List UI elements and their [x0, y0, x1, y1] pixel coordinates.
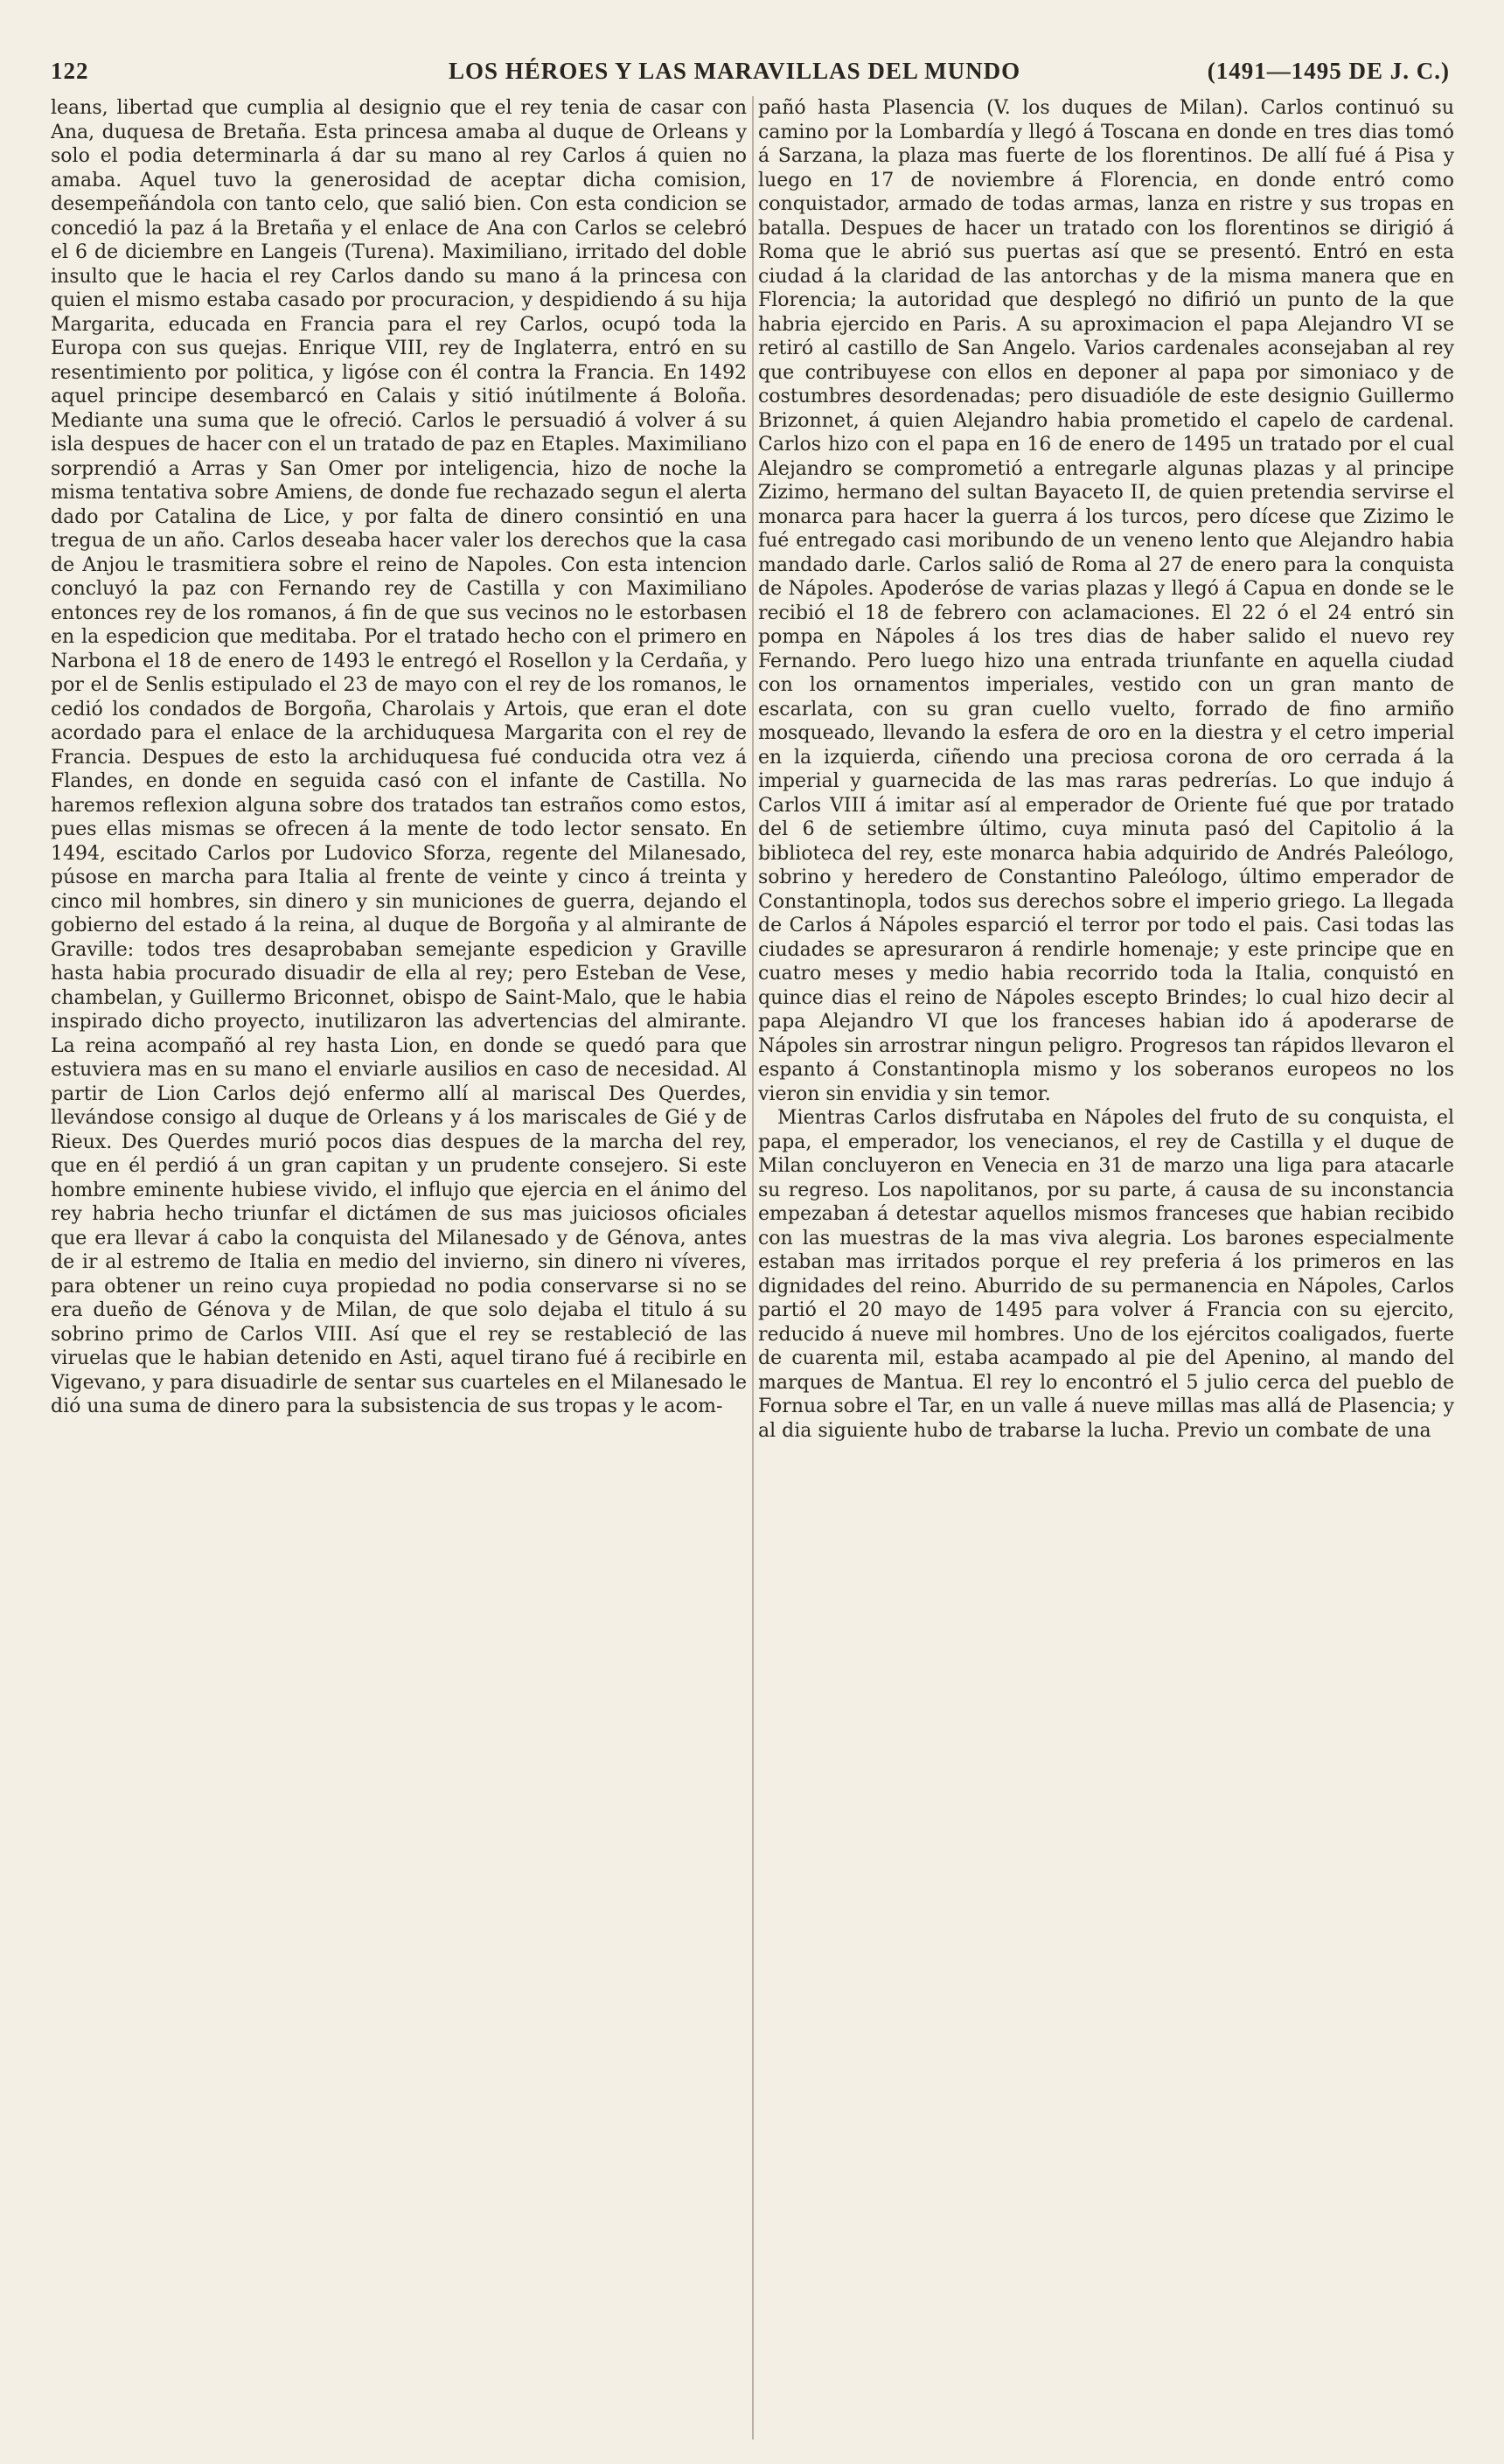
- column-divider: [752, 96, 754, 2440]
- running-title: LOS HÉROES Y LAS MARAVILLAS DEL MUNDO: [449, 58, 1021, 84]
- left-column-text: leans, libertad que cumplia al designio que el rey tenia de casar con Ana, duquesa de Bretaña. Esta princesa amaba al duque de Orleans y solo el podia determinarla á dar su mano al rey Carlos á quien no amaba. Aquel tuvo la generosidad de aceptar dicha comision, desempeñándola con tanto celo, que salió bien. Con esta condicion se concedió la paz á la Bretaña y el enlace de Ana con Carlos se celebró el 6 de diciembre en Langeis (Turena). Maximiliano, irritado del doble insulto que le hacia el rey Carlos dando su mano á la princesa con quien el mismo estaba casado por procuracion, y despidiendo á su hija Margarita, educada en Francia para el rey Carlos, ocupó toda la Europa con sus quejas. Enrique VIII, rey de Inglaterra, entró en su resentimiento por politica, y ligóse con él contra la Francia. En 1492 aquel principe desembarcó en Calais y sitió inútilmente á Boloña. Mediante una suma que le ofreció. Carlos le persuadió á volver á su isla despues de hacer con el un tratado de paz en Etaples. Maximiliano sorprendió a Arras y San Omer por inteligencia, hizo de noche la misma tentativa sobre Amiens, de donde fue rechazado segun el alerta dado por Catalina de Lice, y por falta de dinero consintió en una tregua de un año. Carlos deseaba hacer valer los derechos que la casa de Anjou le trasmitiera sobre el reino de Napoles. Con esta intencion concluyó la paz con Fernando rey de Castilla y con Maximiliano entonces rey de los romanos, á fin de que sus vecinos no le estorbasen en la espedicion que meditaba. Por el tratado hecho con el primero en Narbona el 18 de enero de 1493 le entregó el Rosellon y la Cerdaña, y por el de Senlis estipulado el 23 de mayo con el rey de los romanos, le cedió los condados de Borgoña, Charolais y Artois, que eran el dote acordado para el enlace de la archiduquesa Margarita con el rey de Francia. Despues de esto la archiduquesa fué conducida otra vez á Flandes, en donde en seguida casó con el infante de Castilla. No haremos reflexion alguna sobre dos tratados tan estraños como estos, pues ellas mismas se ofrecen á la mente de todo lector sensato. En 1494, escitado Carlos por Ludovico Sforza, regente del Milanesado, púsose en marcha para Italia al frente de veinte y cinco á treinta y cinco mil hombres, sin dinero y sin municiones de guerra, dejando el gobierno del estado á la reina, al duque de Borgoña y al almirante de Graville: todos tres desaprobaban semejante espedicion y Graville hasta habia procurado disuadir de ella al rey; pero Esteban de Vese, chambelan, y Guillermo Briconnet, obispo de Saint-Malo, que le habia inspirado dicho proyecto, inutilizaron las advertencias del almirante. La reina acompañó al rey hasta Lion, en donde se quedó para que estuviera mas en su mano el enviarle ausilios en caso de necesidad. Al partir de Lion Carlos dejó enfermo allí al mariscal Des Querdes, llevándose consigo al duque de Orleans y á los mariscales de Gié y de Rieux. Des Querdes murió pocos dias despues de la marcha del rey, que en él perdió á un gran capitan y un prudente consejero. Si este hombre eminente hubiese vivido, el influjo que ejercia en el ánimo del rey habria hecho triunfar el dictámen de sus mas juiciosos oficiales que era llevar á cabo la conquista del Milanesado y de Génova, antes de ir al estremo de Italia en medio del invierno, sin dinero ni víveres, para obtener un reino cuya propiedad no podia conservarse si no se era dueño de Génova y de Milan, de que solo dejaba el titulo á su sobrino primo de Carlos VIII. Así que el rey se restableció de las viruelas que le habian detenido en Asti, aquel tirano fué á recibirle en Vigevano, y para disuadirle de sentar sus cuarteles en el Milanesado le dió una suma de dinero para la subsistencia de sus tropas y le acom-: [51, 97, 747, 1417]
- date-range: (1491—1495 DE J. C.): [1207, 58, 1450, 84]
- right-column-paragraph-2: Mientras Carlos disfrutaba en Nápoles del fruto de su conquista, el papa, el emperador, los venecianos, el rey de Castilla y el duque de Milan concluyeron en Venecia en 31 de marzo una liga para atacarle su regreso. Los napolitanos, por su parte, á causa de su inconstancia empezaban á detestar aquellos mismos franceses que habian recibido con las muestras de la mas viva alegria. Los barones especialmente estaban mas irritados porque el rey preferia á los primeros en las dignidades del reino. Aburrido de su permanencia en Nápoles, Carlos partió el 20 mayo de 1495 para volver á Francia con su ejercito, reducido á nueve mil hombres. Uno de los ejércitos coaligados, fuerte de cuarenta mil, estaba acampado al pie del Apenino, al mando del marques de Mantua. El rey lo encontró el 5 julio cerca del pueblo de Fornua sobre el Tar, en un valle á nueve millas mas allá de Plasencia; y al dia siguiente hubo de trabarse la lucha. Previo un combate de una: [758, 1107, 1454, 1442]
- right-column-paragraph-1: pañó hasta Plasencia (V. los duques de Milan). Carlos continuó su camino por la Lombardía y llegó á Toscana en donde en tres dias tomó á Sarzana, la plaza mas fuerte de los florentinos. De allí fué á Pisa y luego en 17 de noviembre á Florencia, en donde entró como conquistador, armado de todas armas, lanza en ristre y sus tropas en batalla. Despues de hacer un tratado con los florentinos se dirigió á Roma que le abrió sus puertas así que se presentó. Entró en esta ciudad á la claridad de las antorchas y de la misma manera que en Florencia; la autoridad que desplegó no difirió un punto de la que habria ejercido en Paris. A su aproximacion el papa Alejandro VI se retiró al castillo de San Angelo. Varios cardenales aconsejaban al rey que contribuyese con ellos en deponer al papa por simoniaco y de costumbres desordenadas; pero disuadióle de este designio Guillermo Brizonnet, á quien Alejandro habia prometido el capelo de cardenal. Carlos hizo con el papa en 16 de enero de 1495 un tratado por el cual Alejandro se comprometió a entregarle algunas plazas y al principe Zizimo, hermano del sultan Bayaceto II, de quien pretendia servirse el monarca para hacer la guerra á los turcos, pero dícese que Zizimo le fué entregado casi moribundo de un veneno lento que Alejandro habia mandado darle. Carlos salió de Roma al 27 de enero para la conquista de Nápoles. Apoderóse de varias plazas y llegó á Capua en donde se le recibió el 18 de febrero con aclamaciones. El 22 ó el 24 entró sin pompa en Nápoles á los tres dias de haber salido el nuevo rey Fernando. Pero luego hizo una entrada triunfante en aquella ciudad con los ornamentos imperiales, vestido con un gran manto de escarlata, con su gran cuello vuelto, forrado de fino armiño mosqueado, llevando la esfera de oro en la diestra y el cetro imperial en la izquierda, ciñendo una preciosa corona de oro cerrada á la imperial y guarnecida de las mas raras pedrerías. Lo que indujo á Carlos VIII á imitar así al emperador de Oriente fué que por tratado del 6 de setiembre último, cuya minuta pasó del Capitolio á la biblioteca del rey, este monarca habia adquirido de Andrés Paleólogo, sobrino y heredero de Constantino Paleólogo, último emperador de Constantinopla, todos sus derechos sobre el imperio griego. La llegada de Carlos á Nápoles esparció el terror por todo el pais. Casi todas las ciudades se apresuraron á rendirle homenaje; y este principe que en cuatro meses y medio habia recorrido toda la Italia, conquistó en quince dias el reino de Nápoles escepto Brindes; lo cual hizo decir al papa Alejandro VI que los franceses habian ido á apoderarse de Nápoles sin arrostrar ningun peligro. Progresos tan rápidos llevaron el espanto á Constantinopla mismo y los soberanos europeos no los vieron sin envidia y sin temor.: [758, 97, 1454, 1105]
- right-column: [758, 96, 1454, 2448]
- left-column: [51, 96, 747, 2448]
- page-header: [51, 52, 1450, 96]
- page-number: 122: [51, 58, 89, 84]
